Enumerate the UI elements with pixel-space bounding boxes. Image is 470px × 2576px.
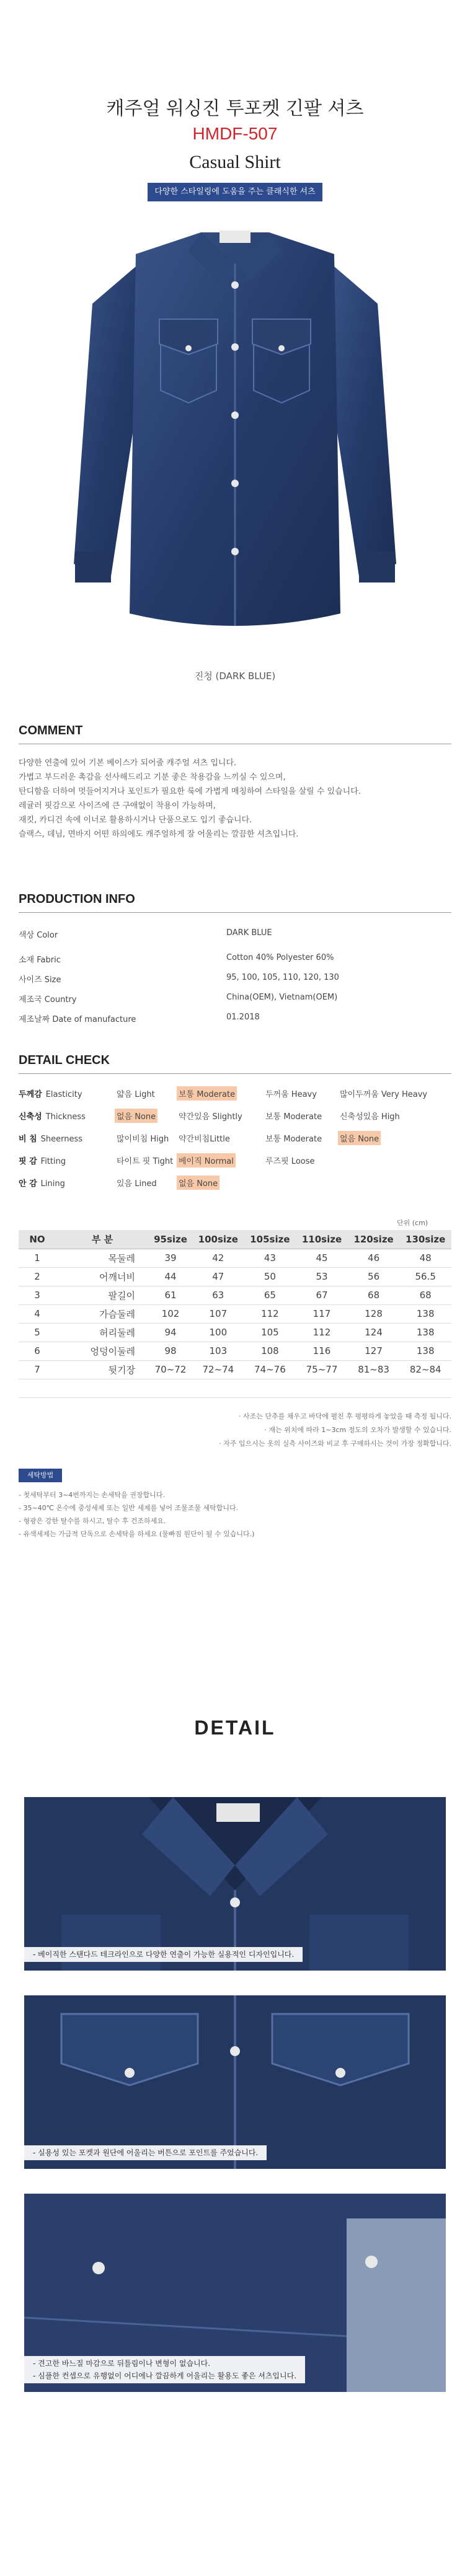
table-cell: 46 [348, 1249, 400, 1267]
header-cell: 부 분 [56, 1230, 149, 1249]
table-cell: 100 [192, 1323, 244, 1342]
table-cell: 94 [149, 1323, 192, 1342]
table-row [19, 1304, 451, 1323]
table-cell: 56.5 [399, 1267, 451, 1286]
header-cell: 120size [348, 1230, 400, 1249]
info-row-size [19, 973, 451, 990]
wash-instructions [19, 1488, 451, 1541]
table-cell: 127 [348, 1342, 400, 1360]
wash-method-badge: 세탁방법 [19, 1469, 62, 1482]
wash-line: - 형광은 강한 탈수를 하시고, 탈수 후 건조하세요. [19, 1517, 166, 1525]
check-row-lining [19, 1177, 451, 1194]
check-option-selected: 없음 None [177, 1176, 219, 1190]
tagline-badge: 다양한 스타일링에 도움을 주는 클래식한 셔츠 [148, 183, 322, 201]
table-row [19, 1286, 451, 1304]
check-option: 두꺼움 Heavy [265, 1090, 317, 1099]
table-cell: 엉덩이둘레 [56, 1342, 149, 1360]
info-value: China(OEM), Vietnam(OEM) [226, 993, 338, 1002]
header-cell: NO [19, 1230, 56, 1249]
info-row-date [19, 1013, 451, 1030]
size-note: · 재는 위치에 따라 1~3cm 정도의 오차가 발생할 수 있습니다. [264, 1426, 451, 1434]
check-row-elasticity [19, 1088, 451, 1105]
pocket-closeup-image [24, 1995, 446, 2169]
table-row [19, 1249, 451, 1267]
check-row-thickness [19, 1110, 451, 1127]
size-note: · 자주 입으시는 옷의 실측 사이즈와 비교 후 구매하시는 것이 가장 정확합니다. [219, 1440, 451, 1448]
comment-line: 레귤러 핏감으로 사이즈에 큰 구애없이 착용이 가능하며, [19, 801, 216, 811]
table-cell: 뒷기장 [56, 1360, 149, 1379]
table-row [19, 1342, 451, 1360]
wash-line: - 35~40℃ 온수에 중성세제 또는 일반 세제를 넣어 조물조물 세탁합니다. [19, 1504, 239, 1512]
detail-check-divider [19, 1073, 451, 1074]
table-row [19, 1323, 451, 1342]
table-cell: 39 [149, 1249, 192, 1267]
check-row-sheerness [19, 1132, 451, 1150]
detail-caption-collar: - 베이직한 스탠다드 테크라인으로 다양한 연출이 가능한 실용적인 디자인입니다. [24, 1947, 303, 1962]
table-cell: 45 [296, 1249, 348, 1267]
wash-line: - 첫세탁부터 3~4번까지는 손세탁을 권장합니다. [19, 1491, 165, 1499]
table-cell: 43 [244, 1249, 296, 1267]
comment-line: 다양한 연출에 있어 기본 베이스가 되어줄 캐주얼 셔츠 입니다. [19, 758, 237, 768]
detail-check-heading: DETAIL CHECK [19, 1053, 110, 1067]
table-cell: 138 [399, 1323, 451, 1342]
table-cell: 63 [192, 1286, 244, 1304]
comment-line: 슬랙스, 데님, 면바지 어떤 하의에도 캐주얼하게 잘 어울리는 깔끔한 셔츠입니다. [19, 830, 299, 839]
table-cell: 42 [192, 1249, 244, 1267]
check-label: 안 감 Lining [19, 1179, 65, 1189]
size-table [19, 1230, 451, 1379]
check-option-selected: 보통 Moderate [177, 1086, 237, 1101]
header-cell: 95size [149, 1230, 192, 1249]
table-cell: 6 [19, 1342, 56, 1360]
table-cell: 138 [399, 1304, 451, 1323]
check-option: 많이비침 High [117, 1135, 169, 1144]
table-cell: 5 [19, 1323, 56, 1342]
table-cell: 68 [399, 1286, 451, 1304]
check-option: 보통 Moderate [265, 1135, 322, 1144]
info-key: 제조날짜 Date of manufacture [19, 1015, 136, 1024]
table-cell: 105 [244, 1323, 296, 1342]
table-cell: 1 [19, 1249, 56, 1267]
info-value: DARK BLUE [226, 928, 272, 938]
table-cell: 138 [399, 1342, 451, 1360]
table-cell: 112 [244, 1304, 296, 1323]
detail-caption-cuff: - 견고한 바느질 마감으로 뒤틀림이나 변형이 없습니다. - 심플한 컨셉으로 유행없이 어디에나 깔끔하게 어울리는 활용도 좋은 셔츠입니다. [24, 2356, 305, 2383]
check-option-selected: 없음 None [115, 1109, 157, 1123]
detail-photo-cuff [24, 2194, 446, 2392]
comment-line: 가볍고 부드러운 촉감을 선사해드리고 기분 좋은 착용감을 느끼실 수 있으며, [19, 773, 286, 782]
size-table-header [19, 1230, 451, 1249]
info-key: 소재 Fabric [19, 956, 61, 965]
table-cell: 112 [296, 1323, 348, 1342]
wash-line: - 유색세제는 가급적 단독으로 손세탁을 하세요 (물빠짐 원단이 될 수 있습니다.) [19, 1530, 255, 1538]
table-cell: 102 [149, 1304, 192, 1323]
table-cell: 107 [192, 1304, 244, 1323]
check-option: 많이두꺼움 Very Heavy [340, 1090, 428, 1099]
table-cell: 81~83 [348, 1360, 400, 1379]
product-header [0, 0, 470, 211]
table-cell: 70~72 [149, 1360, 192, 1379]
check-label: 두께감 Elasticity [19, 1090, 82, 1099]
check-label: 핏 감 Fitting [19, 1157, 66, 1166]
table-cell: 7 [19, 1360, 56, 1379]
table-cell: 67 [296, 1286, 348, 1304]
header-cell: 130size [399, 1230, 451, 1249]
detail-photo-pockets [24, 1995, 446, 2169]
check-option: 타이트 핏 Tight [117, 1157, 174, 1166]
table-cell: 56 [348, 1267, 400, 1286]
table-cell: 허리둘레 [56, 1323, 149, 1342]
table-cell: 116 [296, 1342, 348, 1360]
comment-line: 재킷, 카디건 속에 이너로 활용하시거나 단품으로도 입기 좋습니다. [19, 815, 252, 825]
info-row-color [19, 928, 451, 946]
table-cell: 47 [192, 1267, 244, 1286]
table-cell: 72~74 [192, 1360, 244, 1379]
table-cell: 53 [296, 1267, 348, 1286]
info-value: Cotton 40% Polyester 60% [226, 953, 334, 962]
product-model-code: HMDF-507 [192, 124, 278, 143]
production-info-heading: PRODUCTION INFO [19, 892, 135, 906]
table-cell: 68 [348, 1286, 400, 1304]
check-option: 루즈핏 Loose [265, 1157, 315, 1166]
check-label: 비 침 Sheerness [19, 1135, 83, 1144]
check-row-fitting [19, 1154, 451, 1172]
info-key: 색상 Color [19, 931, 58, 940]
detail-photo-collar [24, 1797, 446, 1971]
info-key: 제조국 Country [19, 995, 77, 1004]
table-cell: 44 [149, 1267, 192, 1286]
table-cell: 98 [149, 1342, 192, 1360]
table-cell: 가슴둘레 [56, 1304, 149, 1323]
shirt-product-image [68, 217, 402, 651]
table-row [19, 1267, 451, 1286]
product-title-korean: 캐주얼 워싱진 투포켓 긴팔 셔츠 [106, 98, 364, 120]
table-cell: 65 [244, 1286, 296, 1304]
table-cell: 팔길이 [56, 1286, 149, 1304]
production-info-divider [19, 912, 451, 913]
table-cell: 목둘레 [56, 1249, 149, 1267]
product-title-english: Casual Shirt [189, 152, 281, 172]
table-cell: 74~76 [244, 1360, 296, 1379]
check-option: 신축성있음 High [340, 1112, 400, 1122]
detail-caption-pockets: - 실용성 있는 포켓과 원단에 어울리는 버튼으로 포인트를 주었습니다. [24, 2145, 267, 2160]
info-key: 사이즈 Size [19, 975, 61, 985]
table-cell: 128 [348, 1304, 400, 1323]
size-notes [19, 1410, 451, 1451]
header-cell: 100size [192, 1230, 244, 1249]
table-cell: 75~77 [296, 1360, 348, 1379]
header-cell: 105size [244, 1230, 296, 1249]
comment-line: 탄디함을 더하여 멋들어지거나 포인트가 필요한 룩에 가볍게 매칭하여 스타일을 살릴 수 있습니다. [19, 787, 361, 796]
table-cell: 48 [399, 1249, 451, 1267]
table-cell: 50 [244, 1267, 296, 1286]
table-cell: 어깨너비 [56, 1267, 149, 1286]
table-cell: 2 [19, 1267, 56, 1286]
info-value: 01.2018 [226, 1013, 260, 1022]
info-row-country [19, 993, 451, 1010]
table-cell: 4 [19, 1304, 56, 1323]
table-row [19, 1360, 451, 1379]
size-unit-label: 단위 (cm) [397, 1219, 428, 1227]
product-color-caption: 진청 (DARK BLUE) [194, 670, 276, 682]
collar-closeup-image [24, 1797, 446, 1971]
check-option: 있음 Lined [117, 1179, 157, 1189]
table-cell: 108 [244, 1342, 296, 1360]
check-option: 약간비침Little [179, 1135, 230, 1144]
size-table-bottom-rule [19, 1397, 451, 1398]
check-label: 신축성 Thickness [19, 1112, 86, 1122]
check-option: 약간있음 Slightly [179, 1112, 242, 1122]
detail-heading: DETAIL [194, 1717, 276, 1739]
check-option: 얇음 Light [117, 1090, 155, 1099]
comment-heading: COMMENT [19, 724, 83, 737]
header-cell: 110size [296, 1230, 348, 1249]
table-cell: 82~84 [399, 1360, 451, 1379]
check-option-selected: 없음 None [338, 1131, 381, 1145]
table-cell: 3 [19, 1286, 56, 1304]
info-value: 95, 100, 105, 110, 120, 130 [226, 973, 339, 982]
table-cell: 103 [192, 1342, 244, 1360]
check-option: 보통 Moderate [265, 1112, 322, 1122]
table-cell: 117 [296, 1304, 348, 1323]
comment-body [19, 756, 451, 842]
size-note: · 사조는 단추를 채우고 바닥에 펼친 후 평평하게 놓았을 때 측정 됩니다. [239, 1412, 451, 1420]
table-cell: 61 [149, 1286, 192, 1304]
info-row-fabric [19, 953, 451, 970]
check-option-selected: 베이직 Normal [177, 1153, 236, 1167]
table-cell: 124 [348, 1323, 400, 1342]
